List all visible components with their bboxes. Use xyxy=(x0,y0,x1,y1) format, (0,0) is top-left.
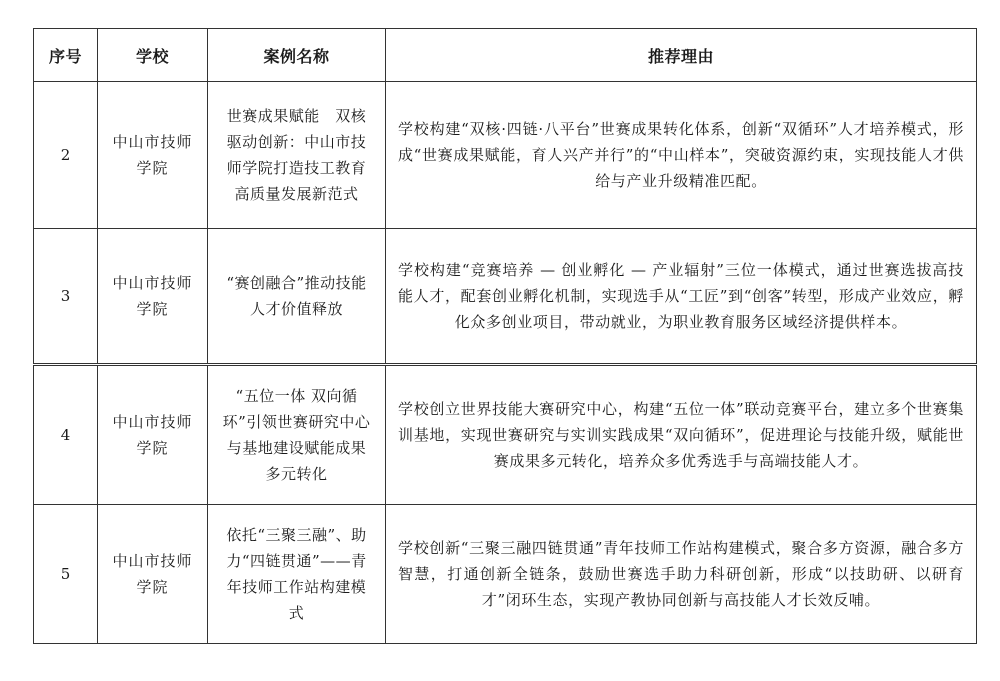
cell-case-name: “五位一体 双向循环”引领世赛研究中心与基地建设赋能成果多元转化 xyxy=(208,365,386,505)
header-no: 序号 xyxy=(34,29,98,82)
cell-school: 中山市技师学院 xyxy=(98,505,208,644)
cell-case-name: 依托“三聚三融”、助力“四链贯通”——青年技师工作站构建模式 xyxy=(208,505,386,644)
cell-no: 4 xyxy=(34,365,98,505)
header-reason: 推荐理由 xyxy=(386,29,977,82)
cell-school: 中山市技师学院 xyxy=(98,82,208,229)
cell-reason: 学校构建“双核·四链·八平台”世赛成果转化体系，创新“双循环”人才培养模式，形成“世赛成果赋能，育人兴产并行”的“中山样本”，突破资源约束，实现技能人才供给与产业升级精准匹配。 xyxy=(386,82,977,229)
table-row xyxy=(34,365,977,505)
table-row xyxy=(34,82,977,229)
header-case-name: 案例名称 xyxy=(208,29,386,82)
cell-case-name: 世赛成果赋能 双核驱动创新：中山市技师学院打造技工教育高质量发展新范式 xyxy=(208,82,386,229)
cell-reason: 学校创立世界技能大赛研究中心，构建“五位一体”联动竞赛平台，建立多个世赛集训基地，实现世赛研究与实训实践成果“双向循环”，促进理论与技能升级，赋能世赛成果多元转化，培养众多优秀选手与高端技能人才。 xyxy=(386,365,977,505)
cell-school: 中山市技师学院 xyxy=(98,229,208,365)
cell-no: 2 xyxy=(34,82,98,229)
table-row xyxy=(34,229,977,365)
cell-reason: 学校构建“竞赛培养 — 创业孵化 — 产业辐射”三位一体模式，通过世赛选拔高技能人才，配套创业孵化机制，实现选手从“工匠”到“创客”转型，形成产业效应，孵化众多创业项目，带动就业，为职业教育服务区域经济提供样本。 xyxy=(386,229,977,365)
cell-no: 3 xyxy=(34,229,98,365)
cell-school: 中山市技师学院 xyxy=(98,365,208,505)
cell-case-name: “赛创融合”推动技能人才价值释放 xyxy=(208,229,386,365)
table-row xyxy=(34,505,977,644)
recommendation-table-container xyxy=(33,28,976,644)
cell-reason: 学校创新“三聚三融四链贯通”青年技师工作站构建模式，聚合多方资源，融合多方智慧，打通创新全链条，鼓励世赛选手助力科研创新，形成“以技助研、以研育才”闭环生态，实现产教协同创新与高技能人才长效反哺。 xyxy=(386,505,977,644)
recommendation-table xyxy=(33,28,977,644)
table-header-row xyxy=(34,29,977,82)
cell-no: 5 xyxy=(34,505,98,644)
header-school: 学校 xyxy=(98,29,208,82)
